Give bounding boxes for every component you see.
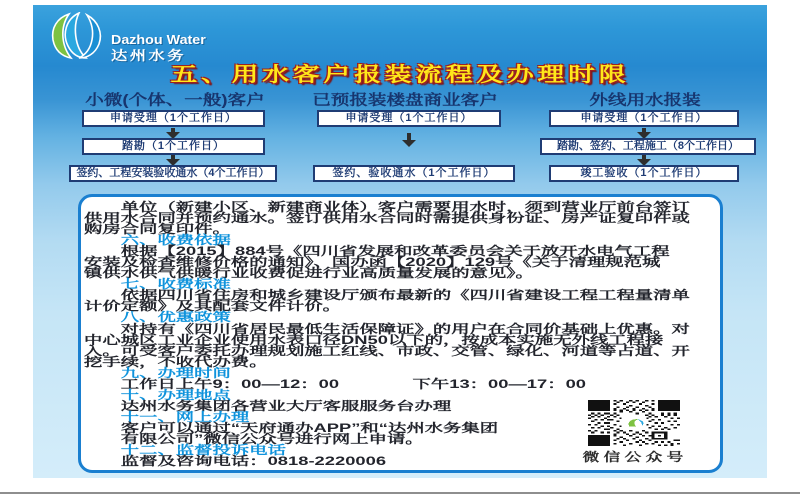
info-line: 单位（新建小区、新建商业体）客户需要用水时，须到营业厅前台签订 [120,200,690,214]
flow-col2-step2-box: 签约、验收通水（1个工作日） [313,165,515,182]
down-arrow-icon [402,133,416,147]
flow-col2-step1-box: 申请受理（1个工作日） [317,110,501,127]
flow-col1-step1-box: 申请受理（1个工作日） [82,110,265,127]
flow-col3-step2-box: 踏勘、签约、工程施工（8个工作日） [540,138,756,155]
flow-col3-step1-box: 申请受理（1个工作日） [549,110,739,127]
logo-text-en: Dazhou Water [111,32,206,47]
info-line: 中心城区工业企业使用水表口径DN50以下的，按成本实施无外线工程接 [84,332,664,347]
hotline-number: 监督及咨询电话：0818-2220006 [120,454,387,469]
info-line: 镇供水供气供暖行业收费促进行业高质量发展的意见》。 [84,266,534,281]
info-line: 达州水务集团各营业大厅客服服务台办理 [120,398,452,413]
info-line: 供用水合同并预约通水。签订供用水合同时需提供身份证、房产证复印件或 [84,211,690,226]
bottom-divider [0,492,800,494]
info-line: 有限公司”微信公众号进行网上申请。 [120,431,424,446]
section-heading: 七、收费标准 [120,277,231,292]
section-heading: 十二、监督投诉电话 [120,443,286,458]
section-heading: 九、办理时间 [120,365,231,380]
flow-col2-header: 已预报装楼盘商业客户 [312,93,498,109]
info-line: 客户可以通过“天府通办APP”和“达州水务集团 [120,420,499,435]
page-title: 五、用水客户报装流程及办理时限 [170,64,630,86]
logo-text-zh: 达州水务 [111,48,187,63]
flow-col1-header: 小微(个体、一般)客户 [85,93,265,109]
wechat-qr-code [588,400,680,446]
info-line: 根据【2015】884号《四川省发展和改革委员会关于放开水电气工程 [120,244,670,259]
info-line: 对持有《四川省居民最低生活保障证》的用户在合同价基础上优惠。对 [120,321,690,336]
flow-col3-header: 外线用水报装 [589,93,701,109]
info-line: 依据四川省住房和城乡建设厅颁布最新的《四川省建设工程工程量清单 [120,288,690,303]
info-line: 购房合同复印件。 [84,222,231,237]
info-line: 安装及检查维修价格的通知》、国办函【2020】129号《关于清理规范城 [84,255,661,270]
info-line: 挖手续，不收代办费。 [84,354,268,369]
flow-col3-step3-box: 竣工验收（1个工作日） [549,165,739,182]
section-heading: 十一、网上办理 [120,409,250,424]
section-heading: 六、收费依据 [120,233,231,248]
dazhou-water-logo-icon [47,12,111,60]
info-line: 计价定额》及其配套文件计价。 [84,299,342,314]
info-line: 入。可受客户委托办理规划施工红线、市政、交管、绿化、河道等占道、开 [84,343,690,358]
flow-col1-step2-box: 踏勘（1个工作日） [82,138,265,155]
qr-code-label: 微信公众号 [582,450,688,464]
flow-col1-step3-box: 签约、工程安装验收通水（4个工作日） [69,165,277,182]
section-heading: 八、优惠政策 [120,310,231,325]
section-heading: 十、办理地点 [120,387,231,402]
office-hours: 工作日上午9：00—12：00 下午13：00—17：00 [120,376,587,391]
